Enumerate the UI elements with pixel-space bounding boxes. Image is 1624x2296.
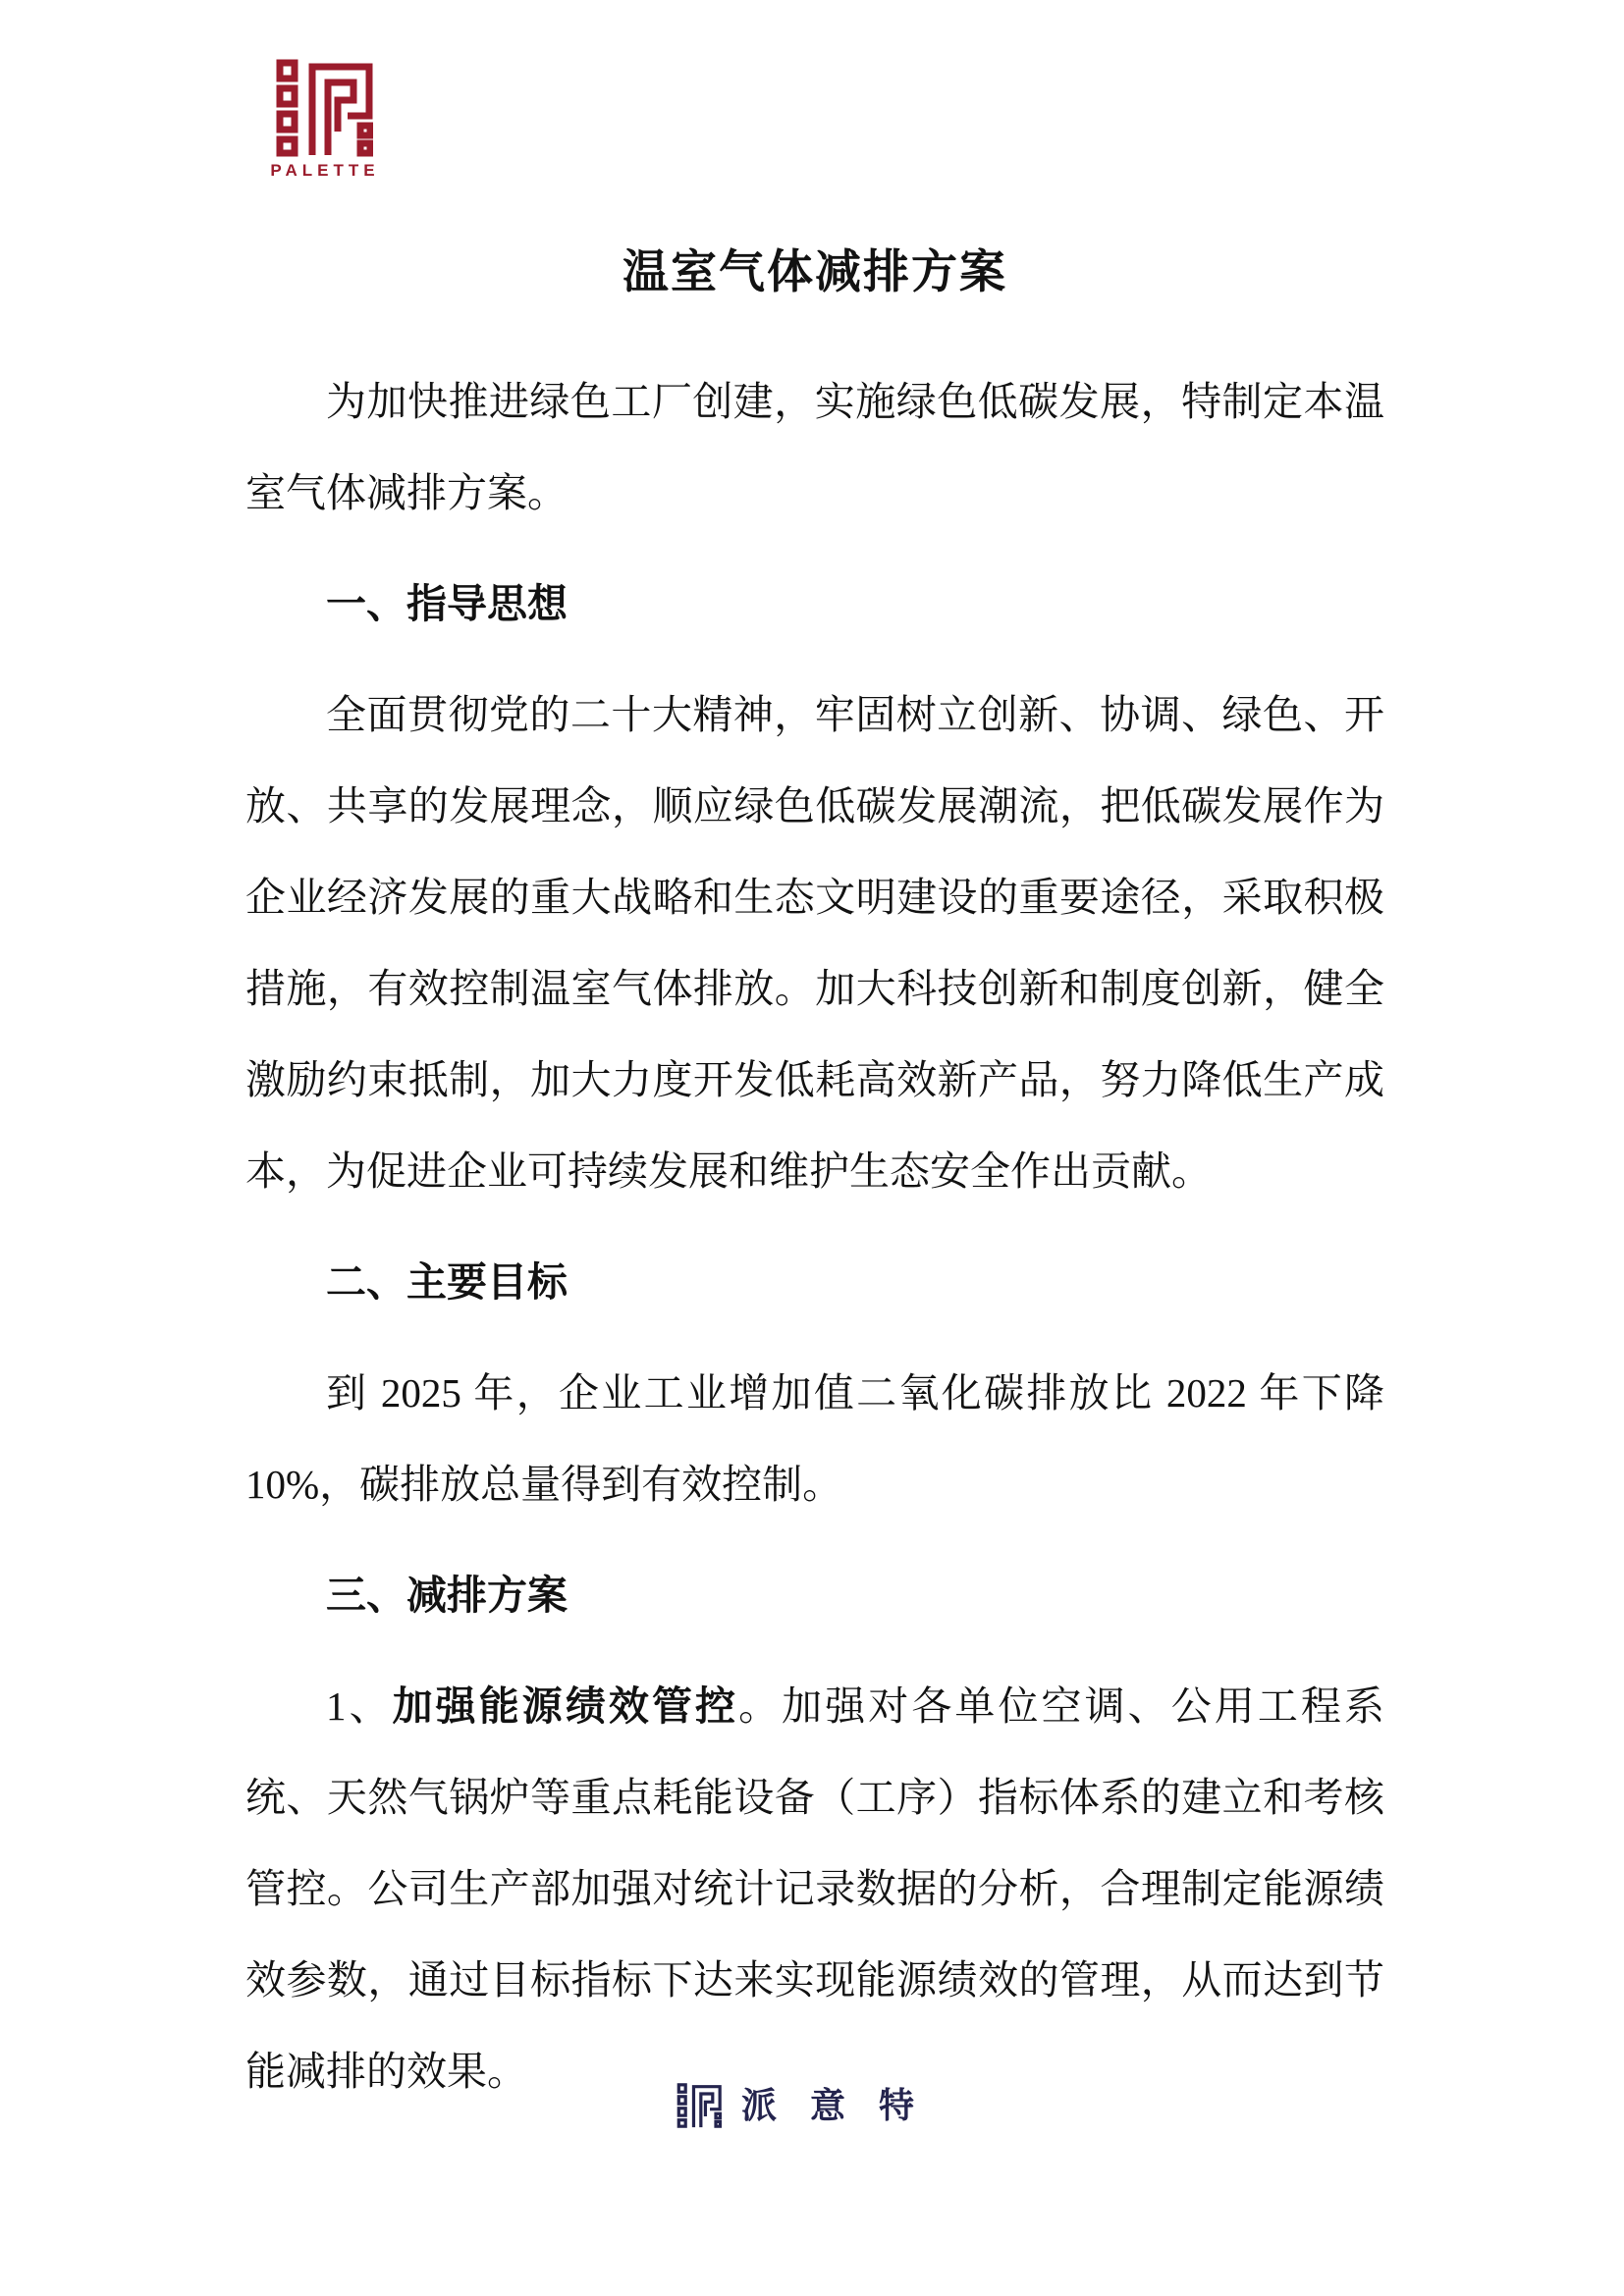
footer-brand	[677, 2081, 947, 2130]
page-title: 温室气体减排方案	[623, 247, 1007, 298]
paiyite-logo-icon	[677, 2081, 722, 2130]
measure-item-1-number: 1、	[326, 1683, 393, 1729]
section-heading-guiding-ideology: 一、指导思想	[326, 581, 568, 626]
section-paragraph-main-goals: 到 2025 年，企业工业增加值二氧化碳排放比 2022 年下降 10%，碳排放总量得到有效控制。	[245, 1370, 1384, 1507]
palette-logo-icon	[263, 59, 385, 157]
intro-paragraph: 为加快推进绿色工厂创建，实施绿色低碳发展，特制定本温室气体减排方案。	[245, 379, 1384, 515]
palette-wordmark: PALETTE	[270, 161, 380, 180]
measure-item-1-text: 。加强对各单位空调、公用工程系统、天然气锅炉等重点耗能设备（工序）指标体系的建立和考核管控。公司生产部加强对统计记录数据的分析，合理制定能源绩效参数，通过目标指标下达来实现能源绩效的管理，从而达到节能减排的效果。	[245, 1683, 1384, 2094]
measure-item-1-title: 加强能源绩效管控	[392, 1683, 739, 1729]
section-heading-reduction-plan: 三、减排方案	[326, 1573, 568, 1618]
section-paragraph-guiding-ideology: 全面贯彻党的二十大精神，牢固树立创新、协调、绿色、开放、共享的发展理念，顺应绿色低碳发展潮流，把低碳发展作为企业经济发展的重大战略和生态文明建设的重要途径，采取积极措施，有效控制温室气体排放。加大科技创新和制度创新，健全激励约束抵制，加大力度开发低耗高效新产品，努力降低生产成本，为促进企业可持续发展和维护生态安全作出贡献。	[245, 692, 1384, 1194]
paiyite-wordmark: 派意特	[740, 2085, 948, 2125]
measure-item-1	[245, 1661, 1384, 2117]
header-logo	[263, 59, 387, 181]
section-heading-main-goals: 二、主要目标	[326, 1259, 568, 1305]
